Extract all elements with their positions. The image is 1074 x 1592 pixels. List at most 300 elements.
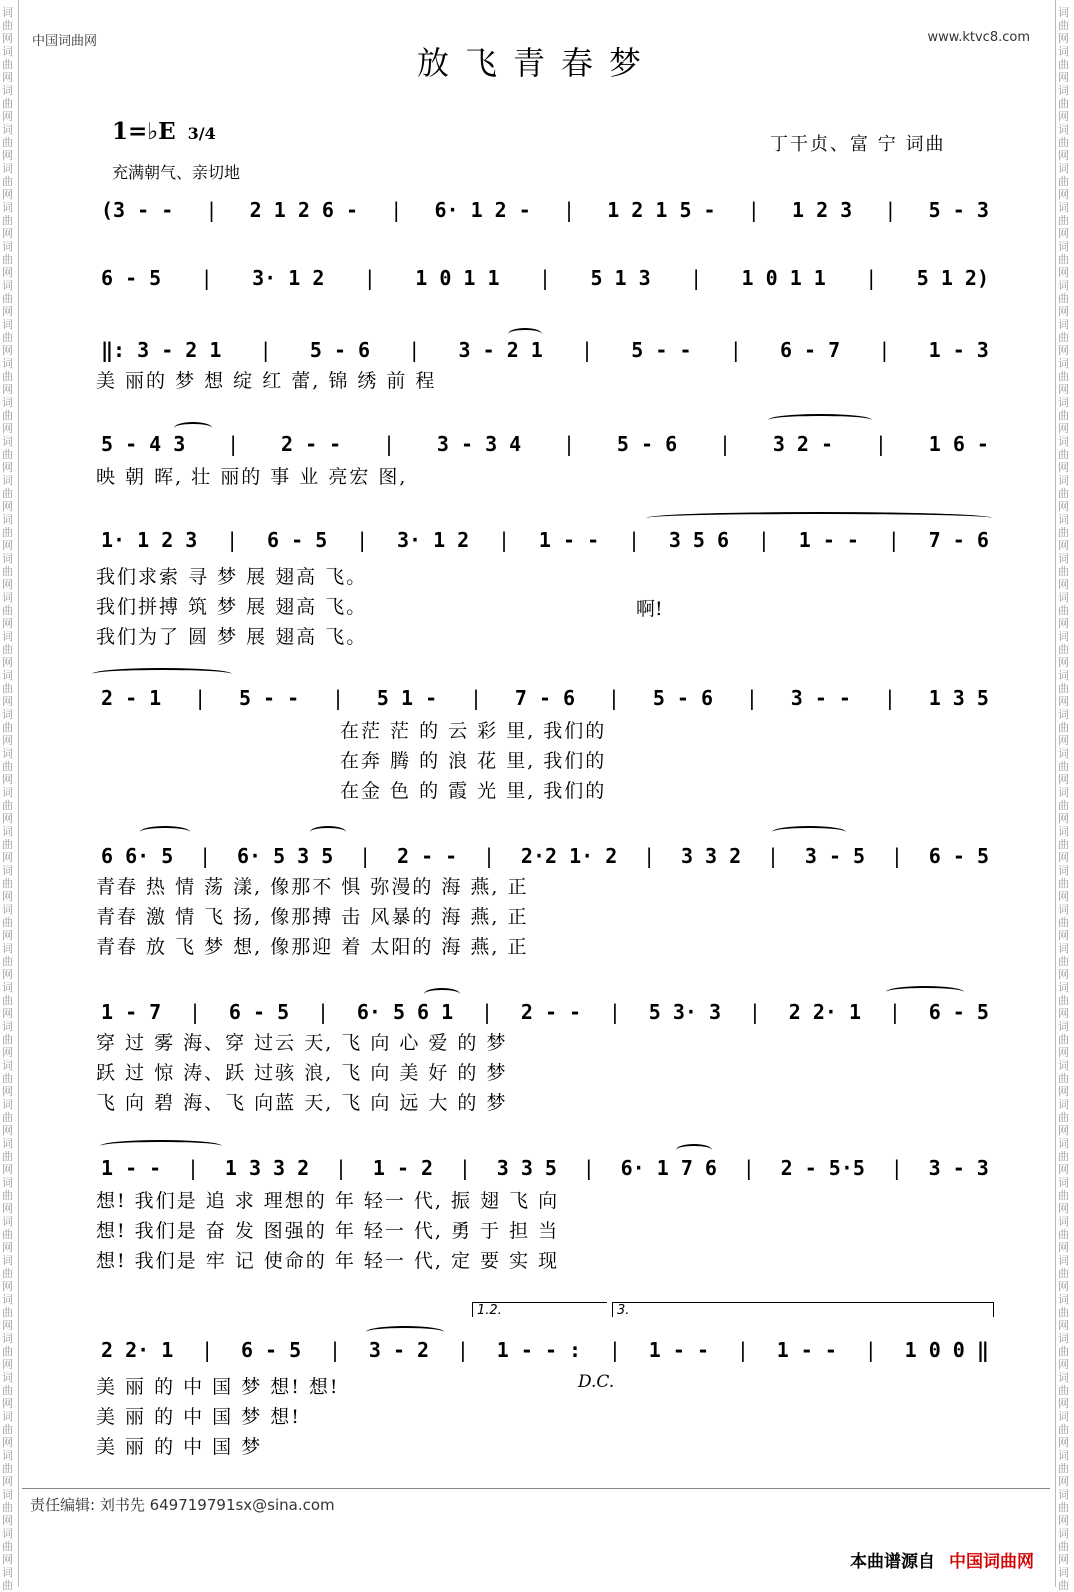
bar-line: |: [874, 432, 887, 456]
watermark-glyph: 曲: [2, 214, 13, 227]
watermark-glyph: 曲: [1058, 1072, 1069, 1085]
footer-divider: [22, 1488, 1050, 1489]
measure: 6 - 5: [228, 1000, 290, 1024]
measure: 7 - 6: [928, 528, 989, 552]
lyric-verse-3: 青春 放 飞 梦 想, 像那迎 着 太阳的 海 燕, 正: [96, 936, 529, 958]
watermark-glyph: 网: [1058, 1124, 1069, 1137]
lyric-verse-3: 我们为了 圆 梦 展 翅高 飞。: [96, 626, 368, 648]
bar-line: |: [205, 198, 218, 222]
bar-line: |: [608, 1000, 621, 1024]
watermark-glyph: 网: [1058, 851, 1069, 864]
lyric-verse-3: 飞 向 碧 海、飞 向蓝 天, 飞 向 远 大 的 梦: [96, 1092, 508, 1114]
measure: 6 6· 5: [101, 844, 174, 868]
measure: 3 - 5: [804, 844, 866, 868]
measure: 2 - -: [281, 432, 342, 456]
bar-line: |: [363, 266, 376, 290]
watermark-glyph: 曲: [1058, 682, 1069, 695]
watermark-glyph: 网: [1058, 227, 1069, 240]
watermark-glyph: 词: [1058, 1449, 1069, 1462]
watermark-glyph: 词: [2, 162, 13, 175]
bar-line: |: [226, 528, 239, 552]
measure: 1 6 -: [928, 432, 989, 456]
bar-line: |: [747, 198, 760, 222]
watermark-glyph: 曲: [2, 994, 13, 1007]
measure: 3 - 2 1: [458, 338, 543, 362]
watermark-glyph: 词: [1058, 630, 1069, 643]
watermark-glyph: 词: [1058, 1176, 1069, 1189]
measure: 5 - -: [631, 338, 692, 362]
watermark-glyph: 词: [2, 1527, 13, 1540]
watermark-glyph: 词: [1058, 1371, 1069, 1384]
watermark-glyph: 词: [1058, 942, 1069, 955]
bar-line: |: [887, 528, 900, 552]
bar-line: |: [865, 266, 878, 290]
watermark-glyph: 网: [1058, 656, 1069, 669]
watermark-glyph: 网: [1058, 539, 1069, 552]
watermark-glyph: 词: [2, 1566, 13, 1579]
watermark-glyph: 词: [2, 1371, 13, 1384]
measure: 3 2 -: [772, 432, 834, 456]
bar-line: |: [878, 338, 891, 362]
watermark-glyph: 词: [2, 1176, 13, 1189]
watermark-glyph: 曲: [2, 1462, 13, 1475]
lyric-exclamation: 啊!: [636, 598, 663, 620]
watermark-glyph: 网: [1058, 344, 1069, 357]
measure: 6 - 5: [240, 1338, 302, 1362]
watermark-glyph: 曲: [2, 19, 13, 32]
bar-line: |: [581, 338, 594, 362]
measure: 5 - 4 3: [101, 432, 186, 456]
measure: 5 1 -: [376, 686, 438, 710]
watermark-glyph: 网: [2, 1358, 13, 1371]
watermark-glyph: 网: [1058, 1358, 1069, 1371]
watermark-glyph: 网: [2, 734, 13, 747]
watermark-glyph: 网: [2, 71, 13, 84]
watermark-glyph: 网: [2, 461, 13, 474]
watermark-glyph: 曲: [2, 955, 13, 968]
watermark-glyph: 词: [1058, 318, 1069, 331]
watermark-glyph: 词: [2, 1059, 13, 1072]
staff-system-9: [95, 1148, 995, 1188]
watermark-glyph: 网: [1058, 305, 1069, 318]
source-site-link[interactable]: 中国词曲网: [949, 1552, 1034, 1572]
watermark-glyph: 曲: [1058, 331, 1069, 344]
watermark-glyph: 词: [1058, 981, 1069, 994]
measure: 1 - -: [101, 1156, 162, 1180]
watermark-glyph: 词: [2, 1254, 13, 1267]
watermark-glyph: 词: [1058, 1137, 1069, 1150]
watermark-glyph: 曲: [1058, 1462, 1069, 1475]
notation-line: [95, 432, 995, 456]
watermark-glyph: 词: [1058, 240, 1069, 253]
watermark-glyph: 词: [2, 1098, 13, 1111]
bar-line: |: [316, 1000, 330, 1024]
watermark-glyph: 网: [2, 149, 13, 162]
watermark-glyph: 曲: [2, 682, 13, 695]
measure: 7 - 6: [514, 686, 576, 710]
measure: 3 5 6: [668, 528, 730, 552]
watermark-glyph: 网: [1058, 1241, 1069, 1254]
watermark-glyph: 曲: [1058, 1033, 1069, 1046]
lyrics-system-6: [340, 716, 970, 806]
watermark-glyph: 网: [2, 1475, 13, 1488]
watermark-glyph: 网: [1058, 1436, 1069, 1449]
watermark-glyph: 曲: [2, 331, 13, 344]
watermark-glyph: 网: [1058, 383, 1069, 396]
measure: 1 - - :: [496, 1338, 582, 1362]
watermark-glyph: 词: [2, 1449, 13, 1462]
notation-line: [95, 686, 995, 710]
watermark-glyph: 网: [2, 1124, 13, 1137]
bar-line: |: [200, 266, 213, 290]
volta-second-ending: 3.: [612, 1302, 994, 1317]
notation-line: [95, 198, 995, 222]
measure: 1 - 7: [101, 1000, 162, 1024]
watermark-glyph: 曲: [1058, 448, 1069, 461]
editor-credit: 责任编辑: 刘书先 649719791sx@sina.com: [30, 1496, 335, 1514]
watermark-glyph: 词: [2, 1332, 13, 1345]
measure: 3 3 2: [680, 844, 742, 868]
watermark-glyph: 词: [2, 318, 13, 331]
watermark-glyph: 词: [1058, 1566, 1069, 1579]
watermark-glyph: 词: [1058, 1410, 1069, 1423]
composer-credit: 丁干贞、富 宁 词曲: [770, 134, 946, 155]
watermark-glyph: 词: [1058, 669, 1069, 682]
measure: 5 - 6: [309, 338, 371, 362]
bar-line: |: [748, 1000, 761, 1024]
lyric-line: 美 丽的 梦 想 绽 红 蕾, 锦 绣 前 程: [96, 370, 437, 392]
staff-system-7: [95, 836, 995, 876]
watermark-glyph: 网: [1058, 734, 1069, 747]
watermark-glyph: 词: [1058, 1020, 1069, 1033]
lyric-verse-3: 美 丽 的 中 国 梦: [96, 1436, 263, 1458]
bar-line: |: [359, 844, 372, 868]
watermark-glyph: 网: [1058, 1553, 1069, 1566]
bar-line: |: [718, 432, 732, 456]
watermark-glyph: 词: [2, 864, 13, 877]
watermark-glyph: 曲: [2, 175, 13, 188]
watermark-glyph: 词: [1058, 1254, 1069, 1267]
watermark-glyph: 网: [2, 968, 13, 981]
watermark-glyph: 曲: [1058, 1189, 1069, 1202]
watermark-glyph: 词: [2, 513, 13, 526]
watermark-glyph: 词: [1058, 1332, 1069, 1345]
measure: 1 - -: [538, 528, 600, 552]
watermark-glyph: 词: [1058, 591, 1069, 604]
watermark-glyph: 曲: [2, 526, 13, 539]
watermark-glyph: 曲: [2, 1345, 13, 1358]
watermark-glyph: 网: [1058, 188, 1069, 201]
watermark-glyph: 词: [2, 357, 13, 370]
watermark-glyph: 词: [2, 201, 13, 214]
measure: 3· 1 2: [252, 266, 325, 290]
watermark-glyph: 网: [1058, 578, 1069, 591]
measure: 6· 5 3 5: [236, 844, 334, 868]
watermark-glyph: 曲: [2, 1033, 13, 1046]
watermark-glyph: 词: [2, 942, 13, 955]
source-label: 本曲谱源自: [850, 1552, 935, 1572]
key-signature: [112, 118, 216, 145]
watermark-glyph: 网: [1058, 1163, 1069, 1176]
measure: 1 0 1 1: [415, 266, 500, 290]
watermark-glyph: 词: [1058, 6, 1069, 19]
watermark-glyph: 曲: [1058, 1384, 1069, 1397]
left-watermark-strip: [0, 0, 19, 1592]
staff-system-4: [95, 424, 995, 464]
watermark-glyph: 词: [2, 474, 13, 487]
watermark-glyph: 网: [2, 1319, 13, 1332]
watermark-glyph: 网: [1058, 1397, 1069, 1410]
notation-line: [95, 1000, 995, 1024]
watermark-glyph: 网: [1058, 695, 1069, 708]
measure: 3 - 2: [368, 1338, 430, 1362]
lyric-verse-2: 青春 激 情 飞 扬, 像那搏 击 风暴的 海 燕, 正: [96, 906, 529, 928]
watermark-glyph: 词: [1058, 1098, 1069, 1111]
watermark-glyph: 网: [1058, 929, 1069, 942]
watermark-glyph: 曲: [1058, 370, 1069, 383]
watermark-glyph: 词: [2, 45, 13, 58]
time-signature: 3/4: [187, 124, 216, 143]
measure: 6· 1 2 -: [434, 198, 531, 222]
watermark-glyph: 词: [2, 591, 13, 604]
watermark-glyph: 曲: [1058, 409, 1069, 422]
watermark-glyph: 词: [1058, 1527, 1069, 1540]
bar-line: |: [199, 844, 212, 868]
watermark-glyph: 词: [2, 1293, 13, 1306]
watermark-glyph: 曲: [2, 1150, 13, 1163]
watermark-glyph: 词: [2, 552, 13, 565]
notation-line: [95, 844, 995, 868]
bar-line: |: [883, 686, 896, 710]
lyrics-system-8: [96, 1028, 976, 1118]
staff-system-5: [95, 520, 995, 560]
watermark-glyph: 网: [1058, 1046, 1069, 1059]
watermark-glyph: 曲: [1058, 1501, 1069, 1514]
bar-line: |: [766, 844, 780, 868]
measure: 2·2 1· 2: [520, 844, 618, 868]
lyric-verse-2: 美 丽 的 中 国 梦 想!: [96, 1406, 301, 1428]
bar-line: |: [483, 844, 496, 868]
watermark-glyph: 词: [2, 747, 13, 760]
watermark-glyph: 曲: [2, 1306, 13, 1319]
watermark-glyph: 网: [2, 578, 13, 591]
watermark-glyph: 曲: [1058, 487, 1069, 500]
lyrics-system-4: [96, 462, 976, 492]
watermark-glyph: 词: [2, 786, 13, 799]
watermark-glyph: 网: [2, 773, 13, 786]
watermark-glyph: 曲: [1058, 1111, 1069, 1124]
staff-system-2: [95, 258, 995, 298]
measure: 6 - 7: [779, 338, 841, 362]
tempo-marking: 充满朝气、亲切地: [112, 163, 241, 182]
watermark-glyph: 曲: [2, 643, 13, 656]
watermark-glyph: 曲: [2, 1384, 13, 1397]
watermark-glyph: 网: [1058, 1280, 1069, 1293]
bar-line: |: [498, 528, 511, 552]
watermark-glyph: 曲: [1058, 955, 1069, 968]
watermark-glyph: 网: [1058, 1202, 1069, 1215]
bar-line: |: [627, 528, 640, 552]
lyrics-system-3: [96, 366, 976, 396]
bar-line: |: [458, 1156, 471, 1180]
lyric-verse-1: 美 丽 的 中 国 梦 想! 想!: [96, 1376, 340, 1398]
watermark-glyph: 词: [2, 240, 13, 253]
bar-line: |: [201, 1338, 214, 1362]
watermark-glyph: 网: [1058, 422, 1069, 435]
bar-line: |: [332, 686, 345, 710]
watermark-glyph: 网: [1058, 812, 1069, 825]
song-title: 放飞青春梦: [416, 44, 657, 82]
bar-line: |: [729, 338, 742, 362]
lyric-verse-2: 跃 过 惊 涛、跃 过骇 浪, 飞 向 美 好 的 梦: [96, 1062, 508, 1084]
measure: 2 2· 1: [101, 1338, 174, 1362]
watermark-glyph: 网: [2, 344, 13, 357]
measure: (3 - -: [101, 198, 174, 222]
lyric-verse-1: 青春 热 情 荡 漾, 像那不 惧 弥漫的 海 燕, 正: [96, 876, 529, 898]
watermark-glyph: 网: [2, 110, 13, 123]
watermark-glyph: 曲: [2, 1228, 13, 1241]
watermark-glyph: 曲: [2, 838, 13, 851]
measure: 1· 1 2 3: [101, 528, 198, 552]
watermark-glyph: 曲: [1058, 1423, 1069, 1436]
watermark-glyph: 词: [2, 1020, 13, 1033]
measure: 3 - -: [790, 686, 851, 710]
source-line: [850, 1547, 1034, 1572]
watermark-glyph: 曲: [1058, 565, 1069, 578]
bar-line: |: [408, 338, 421, 362]
watermark-glyph: 网: [2, 1007, 13, 1020]
watermark-glyph: 网: [2, 1241, 13, 1254]
bar-line: |: [390, 198, 403, 222]
watermark-glyph: 曲: [2, 721, 13, 734]
measure: ‖: 3 - 2 1: [101, 338, 222, 362]
watermark-glyph: 网: [2, 1202, 13, 1215]
measure: 6 - 5: [101, 266, 162, 290]
bar-line: |: [690, 266, 703, 290]
bar-line: |: [888, 1000, 901, 1024]
bar-line: |: [538, 266, 552, 290]
bar-line: |: [890, 844, 903, 868]
measure: 6· 5 6 1: [356, 1000, 454, 1024]
watermark-glyph: 曲: [2, 58, 13, 71]
watermark-glyph: 词: [1058, 123, 1069, 136]
watermark-glyph: 网: [1058, 968, 1069, 981]
bar-line: |: [742, 1156, 755, 1180]
watermark-glyph: 曲: [2, 1423, 13, 1436]
bar-line: |: [383, 432, 396, 456]
watermark-glyph: 词: [1058, 435, 1069, 448]
watermark-glyph: 网: [2, 383, 13, 396]
watermark-glyph: 网: [1058, 71, 1069, 84]
bar-line: |: [563, 432, 576, 456]
lyric-verse-2: 在奔 腾 的 浪 花 里, 我们的: [340, 750, 607, 772]
measure: 5 - 3: [928, 198, 989, 222]
watermark-glyph: 词: [1058, 1293, 1069, 1306]
bar-line: |: [582, 1156, 595, 1180]
watermark-glyph: 网: [1058, 266, 1069, 279]
watermark-glyph: 曲: [2, 1111, 13, 1124]
watermark-glyph: 网: [2, 305, 13, 318]
watermark-glyph: 网: [2, 656, 13, 669]
watermark-glyph: 词: [2, 981, 13, 994]
watermark-glyph: 词: [2, 84, 13, 97]
watermark-glyph: 曲: [1058, 58, 1069, 71]
watermark-glyph: 网: [2, 1085, 13, 1098]
measure: 2 - 1: [101, 686, 162, 710]
site-name-left: 中国词曲网: [32, 34, 98, 49]
bar-line: |: [329, 1338, 342, 1362]
measure: 5 1 3: [590, 266, 651, 290]
notation-line: [95, 1156, 995, 1180]
watermark-glyph: 网: [1058, 1475, 1069, 1488]
watermark-glyph: 曲: [1058, 1579, 1069, 1592]
watermark-glyph: 词: [2, 669, 13, 682]
watermark-glyph: 曲: [2, 799, 13, 812]
measure: 5 - 6: [616, 432, 678, 456]
measure: 6 - 5: [928, 1000, 989, 1024]
staff-system-8: [95, 992, 995, 1032]
watermark-glyph: 词: [1058, 1215, 1069, 1228]
watermark-glyph: 曲: [1058, 136, 1069, 149]
watermark-glyph: 词: [2, 1137, 13, 1150]
watermark-glyph: 曲: [1058, 175, 1069, 188]
bar-line: |: [481, 1000, 494, 1024]
site-url-right[interactable]: www.ktvc8.com: [927, 30, 1030, 45]
watermark-glyph: 曲: [2, 1579, 13, 1592]
watermark-glyph: 词: [1058, 903, 1069, 916]
bar-line: |: [456, 1338, 469, 1362]
watermark-glyph: 网: [2, 32, 13, 45]
watermark-glyph: 词: [2, 435, 13, 448]
bar-line: |: [736, 1338, 749, 1362]
bar-line: |: [187, 1156, 200, 1180]
watermark-glyph: 曲: [1058, 760, 1069, 773]
watermark-glyph: 曲: [2, 565, 13, 578]
watermark-glyph: 词: [2, 903, 13, 916]
watermark-glyph: 曲: [1058, 994, 1069, 1007]
watermark-glyph: 曲: [2, 1501, 13, 1514]
lyric-verse-2: 我们拼搏 筑 梦 展 翅高 飞。: [96, 596, 368, 618]
watermark-glyph: 曲: [1058, 1540, 1069, 1553]
measure: 3· 1 2: [396, 528, 470, 552]
watermark-glyph: 词: [1058, 825, 1069, 838]
watermark-glyph: 网: [1058, 149, 1069, 162]
watermark-glyph: 词: [2, 279, 13, 292]
watermark-glyph: 曲: [1058, 1228, 1069, 1241]
bar-line: |: [189, 1000, 202, 1024]
watermark-glyph: 网: [1058, 890, 1069, 903]
watermark-glyph: 网: [2, 227, 13, 240]
lyric-verse-3: 在金 色 的 霞 光 里, 我们的: [340, 780, 607, 802]
watermark-glyph: 曲: [1058, 799, 1069, 812]
staff-system-6: [95, 678, 995, 718]
watermark-glyph: 曲: [2, 760, 13, 773]
watermark-glyph: 曲: [1058, 1306, 1069, 1319]
watermark-glyph: 网: [2, 617, 13, 630]
bar-line: |: [469, 686, 483, 710]
lyrics-system-10: [96, 1372, 976, 1462]
watermark-glyph: 曲: [1058, 1267, 1069, 1280]
key-label: 1=♭E: [112, 118, 176, 145]
watermark-glyph: 网: [1058, 461, 1069, 474]
watermark-glyph: 曲: [1058, 604, 1069, 617]
watermark-glyph: 网: [1058, 773, 1069, 786]
lyric-verse-2: 想! 我们是 奋 发 图强的 年 轻一 代, 勇 于 担 当: [96, 1220, 560, 1242]
bar-line: |: [745, 686, 758, 710]
watermark-glyph: 词: [1058, 201, 1069, 214]
watermark-glyph: 网: [2, 890, 13, 903]
bar-line: |: [608, 1338, 621, 1362]
